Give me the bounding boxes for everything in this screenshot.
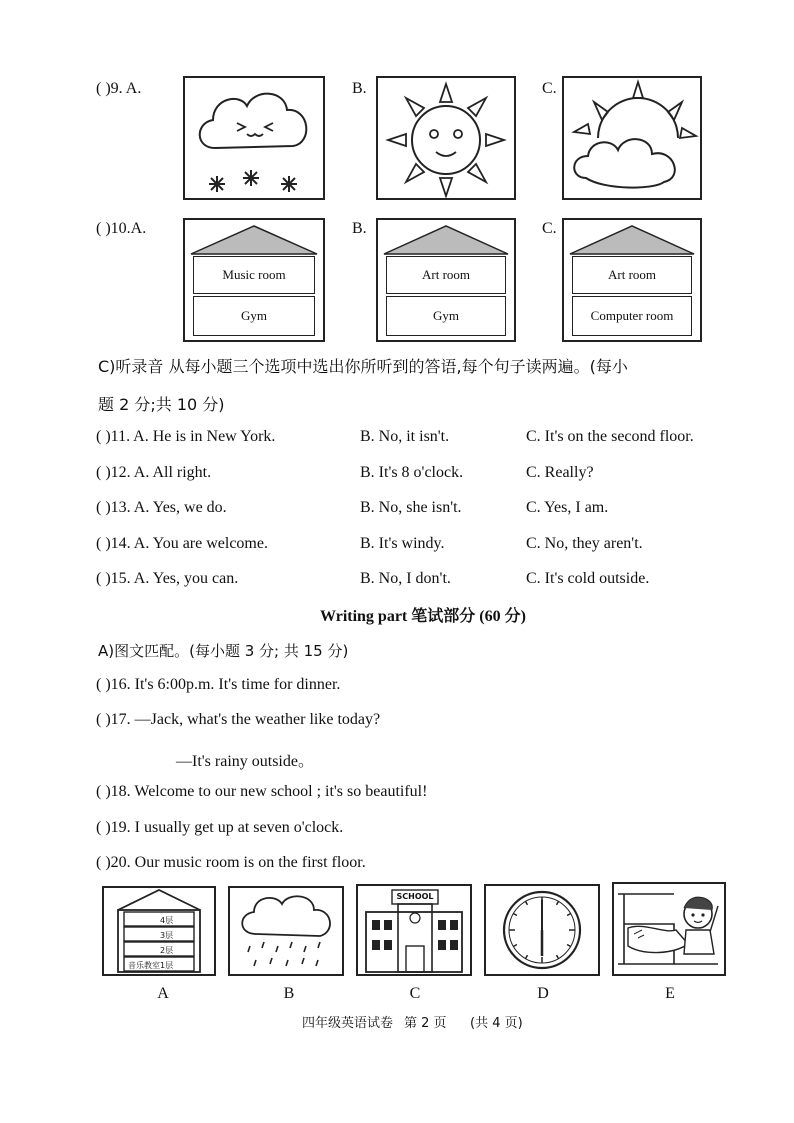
- q13-question: ( )13. A. Yes, we do.: [96, 499, 227, 516]
- q10-b-top-room: Art room: [386, 256, 506, 294]
- q13-option-b: B. No, she isn't.: [360, 499, 462, 516]
- q14-option-c: C. No, they aren't.: [526, 535, 643, 552]
- q13-option-c: C. Yes, I am.: [526, 499, 609, 516]
- q16-question: ( )16. It's 6:00p.m. It's time for dinner.: [96, 676, 341, 693]
- q10-c-bottom-room: Computer room: [572, 296, 692, 336]
- writing-part-title: Writing part 笔试部分 (60 分): [320, 608, 526, 625]
- picture-a-label: A: [157, 985, 169, 1002]
- q10-a-bottom-room: Gym: [193, 296, 315, 336]
- picture-d-label: D: [537, 985, 549, 1002]
- q10-option-c-house: [562, 218, 702, 342]
- q15-option-b: B. No, I don't.: [360, 570, 451, 587]
- q10-option-b-house: [376, 218, 516, 342]
- picture-a-building-floors: [102, 886, 216, 976]
- footer-exam-title: 四年级英语试卷: [302, 1016, 394, 1031]
- q11-option-c: C. It's on the second floor.: [526, 428, 694, 445]
- q10-option-c-label: C.: [542, 220, 557, 237]
- q15-question: ( )15. A. Yes, you can.: [96, 570, 239, 587]
- floor-4-label: 4层: [160, 916, 174, 925]
- footer-total-pages: (共 4 页): [470, 1016, 523, 1031]
- q15-option-c: C. It's cold outside.: [526, 570, 650, 587]
- q9-option-b-label: B.: [352, 80, 367, 97]
- q11-option-b: B. No, it isn't.: [360, 428, 450, 445]
- school-sign: SCHOOL: [396, 892, 434, 901]
- q9-label: ( )9. A.: [96, 80, 142, 97]
- q17-answer: —It's rainy outside。: [176, 753, 314, 770]
- q9-option-a-snow-cloud: [183, 76, 325, 200]
- q12-option-c: C. Really?: [526, 464, 594, 481]
- picture-c-label: C: [409, 985, 421, 1002]
- q20-question: ( )20. Our music room is on the first floor.: [96, 854, 366, 871]
- q9-option-c-label: C.: [542, 80, 557, 97]
- picture-b-label: B: [283, 985, 295, 1002]
- picture-e-kid-waking-up: [612, 882, 726, 976]
- section-a-instruction: A)图文匹配。(每小题 3 分; 共 15 分): [98, 642, 349, 660]
- q10-option-a-house: [183, 218, 325, 342]
- q9-option-c-cloudy-sun: [562, 76, 702, 200]
- q19-question: ( )19. I usually get up at seven o'clock.: [96, 819, 344, 836]
- floor-2-label: 2层: [160, 946, 174, 955]
- q18-question: ( )18. Welcome to our new school ; it's so beautiful!: [96, 783, 428, 800]
- q10-option-b-label: B.: [352, 220, 367, 237]
- q10-label: ( )10.A.: [96, 220, 147, 237]
- q12-option-b: B. It's 8 o'clock.: [360, 464, 464, 481]
- footer-page-number: 第 2 页: [404, 1016, 447, 1031]
- picture-d-clock: [484, 884, 600, 976]
- q10-c-top-room: Art room: [572, 256, 692, 294]
- picture-e-label: E: [665, 985, 675, 1002]
- q10-b-bottom-room: Gym: [386, 296, 506, 336]
- floor-1-label: 音乐教室1层: [128, 961, 174, 970]
- q14-option-b: B. It's windy.: [360, 535, 445, 552]
- floor-3-label: 3层: [160, 931, 174, 940]
- q11-question: ( )11. A. He is in New York.: [96, 428, 276, 445]
- section-c-instruction-line2: 题 2 分;共 10 分): [98, 395, 225, 414]
- picture-b-rain-cloud: [228, 886, 344, 976]
- q14-question: ( )14. A. You are welcome.: [96, 535, 268, 552]
- q9-option-b-sun: [376, 76, 516, 200]
- q12-question: ( )12. A. All right.: [96, 464, 212, 481]
- q17-question: ( )17. —Jack, what's the weather like today?: [96, 711, 381, 728]
- q10-a-top-room: Music room: [193, 256, 315, 294]
- picture-c-school: [356, 884, 472, 976]
- section-c-instruction-line1: C)听录音 从每小题三个选项中选出你所听到的答语,每个句子读两遍。(每小: [98, 357, 628, 376]
